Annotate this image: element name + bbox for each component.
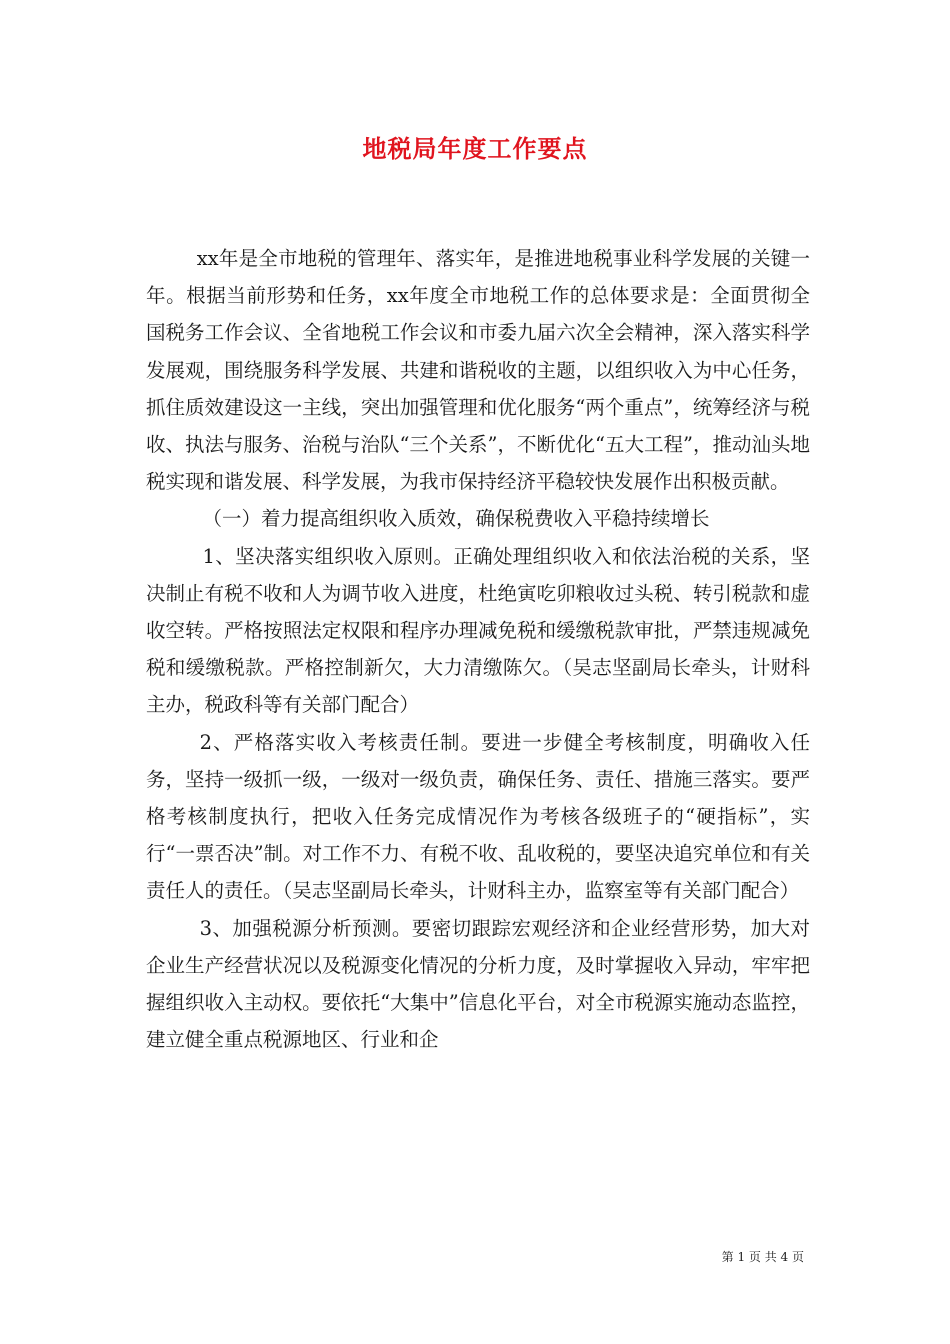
paragraph-intro: xx年是全市地税的管理年、落实年，是推进地税事业科学发展的关键一年。根据当前形势和任务，xx年度全市地税工作的总体要求是：全面贯彻全国税务工作会议、全省地税工作会议和市委九届六次全会精神，深入落实科学发展观，围绕服务科学发展、共建和谐税收的主题，以组织收入为中心任务，抓住质效建设这一主线，突出加强管理和优化服务“两个重点”，统筹经济与税收、执法与服务、治税与治队“三个关系”，不断优化“五大工程”，推动汕头地税实现和谐发展、科学发展，为我市保持经济平稳较快发展作出积极贡献。 xyxy=(146,247,810,494)
section-heading-1: （一）着力提高组织收入质效，确保税费收入平稳持续增长 xyxy=(202,507,710,531)
paragraph-item-1: 1、坚决落实组织收入原则。正确处理组织收入和依法治税的关系，坚决制止有税不收和人为调节收入进度，杜绝寅吃卯粮收过头税、转引税款和虚收空转。严格按照法定权限和程序办理减免税和缓缴税款审批，严禁违规减免税和缓缴税款。严格控制新欠，大力清缴陈欠。（吴志坚副局长牵头，计财科主办，税政科等有关部门配合） xyxy=(146,544,810,717)
paragraph-item-3: 3、加强税源分析预测。要密切跟踪宏观经济和企业经营形势，加大对企业生产经营状况以及税源变化情况的分析力度，及时掌握收入异动，牢牢把握组织收入主动权。要依托“大集中”信息化平台，对全市税源实施动态监控，建立健全重点税源地区、行业和企 xyxy=(146,916,810,1052)
page-number-footer: 第 1 页 共 4 页 xyxy=(721,1250,804,1264)
paragraph-item-2: 2、严格落实收入考核责任制。要进一步健全考核制度，明确收入任务，坚持一级抓一级，一级对一级负责，确保任务、责任、措施三落实。要严格考核制度执行，把收入任务完成情况作为考核各级班子的“硬指标”，实行“一票否决”制。对工作不力、有税不收、乱收税的，要坚决追究单位和有关责任人的责任。（吴志坚副局长牵头，计财科主办，监察室等有关部门配合） xyxy=(146,730,810,903)
document-title: 地税局年度工作要点 xyxy=(362,134,588,163)
document-body xyxy=(146,240,810,1058)
